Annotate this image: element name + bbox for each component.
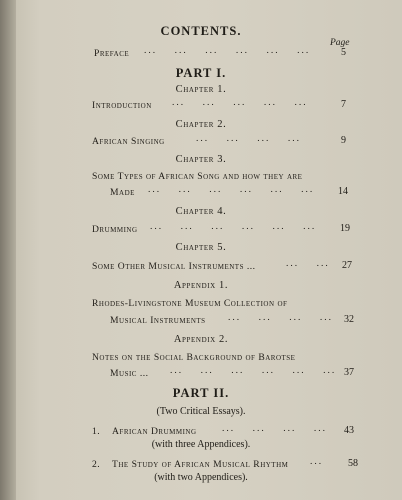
- chapter-1-label: Introduction: [92, 100, 152, 111]
- appendix-2-page: 37: [344, 367, 354, 378]
- preface-label: Preface: [94, 48, 130, 59]
- chapter-3-page: 14: [338, 186, 348, 197]
- chapter-3-label-line2: Made: [110, 187, 135, 198]
- chapter-1-leader: ... ... ... ... ...: [172, 98, 308, 108]
- chapter-3-heading: Chapter 3.: [175, 154, 227, 165]
- appendix-2-heading: Appendix 2.: [173, 334, 229, 345]
- chapter-2-page: 9: [341, 135, 346, 146]
- preface-leader: ... ... ... ... ... ...: [144, 46, 311, 56]
- preface-page: 5: [341, 47, 346, 58]
- chapter-2-leader: ... ... ... ...: [196, 134, 301, 144]
- essay-2-number: 2.: [92, 459, 101, 470]
- appendix-2-leader: ... ... ... ... ... ...: [170, 366, 337, 376]
- chapter-3-leader: ... ... ... ... ... ...: [148, 185, 315, 195]
- appendix-1-label-line1: Rhodes-Livingstone Museum Collection of: [92, 298, 288, 309]
- chapter-4-page: 19: [340, 223, 350, 234]
- essay-2-note: (with two Appendices).: [154, 472, 248, 483]
- part-one-title: PART I.: [175, 66, 227, 80]
- chapter-1-page: 7: [341, 99, 346, 110]
- chapter-4-leader: ... ... ... ... ... ...: [150, 222, 317, 232]
- appendix-1-page: 32: [344, 314, 354, 325]
- appendix-1-heading: Appendix 1.: [173, 280, 229, 291]
- part-two-title: PART II.: [172, 386, 230, 400]
- chapter-5-leader: ... ...: [286, 259, 330, 269]
- chapter-5-label: Some Other Musical Instruments ...: [92, 261, 256, 272]
- appendix-2-label-line1: Notes on the Social Background of Barotse: [92, 352, 296, 363]
- chapter-1-heading: Chapter 1.: [175, 84, 227, 95]
- chapter-3-label-line1: Some Types of African Song and how they are: [92, 171, 303, 182]
- page-column-heading: Page: [330, 38, 350, 48]
- contents-title: CONTENTS.: [160, 24, 242, 38]
- appendix-1-leader: ... ... ... ...: [228, 313, 333, 323]
- essay-1-note: (with three Appendices).: [151, 439, 251, 450]
- chapter-5-heading: Chapter 5.: [175, 242, 227, 253]
- part-two-subtitle: (Two Critical Essays).: [156, 406, 246, 417]
- essay-2-page: 58: [348, 458, 358, 469]
- essay-1-leader: ... ... ... ...: [222, 424, 327, 434]
- appendix-1-label-line2: Musical Instruments: [110, 315, 206, 326]
- essay-2-label: The Study of African Musical Rhythm: [112, 459, 289, 470]
- essay-2-leader: ...: [310, 457, 324, 467]
- chapter-2-label: African Singing: [92, 136, 165, 147]
- essay-1-page: 43: [344, 425, 354, 436]
- essay-1-label: African Drumming: [112, 426, 197, 437]
- chapter-2-heading: Chapter 2.: [175, 119, 227, 130]
- chapter-4-heading: Chapter 4.: [175, 206, 227, 217]
- appendix-2-label-line2: Music ...: [110, 368, 149, 379]
- chapter-4-label: Drumming: [92, 224, 138, 235]
- essay-1-number: 1.: [92, 426, 101, 437]
- chapter-5-page: 27: [342, 260, 352, 271]
